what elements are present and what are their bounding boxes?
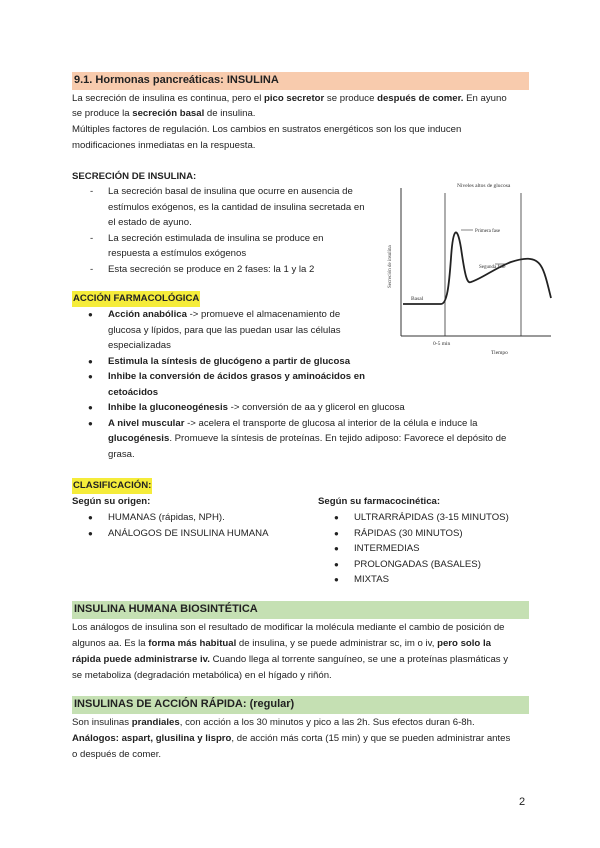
intro-text: se produce la: [72, 108, 133, 119]
rapida-line-2: [72, 731, 510, 747]
graph-basal-label: Basal: [411, 296, 424, 302]
intro-line-3: Múltiples factores de regulación. Los cambios en sustratos energéticos son los que inducen: [72, 124, 462, 135]
secrecion-list: [108, 184, 365, 277]
list-item-cont: [108, 323, 506, 339]
list-item: ● PROLONGADAS (BASALES): [354, 557, 509, 573]
para-text: , de acción más corta (15 min) y que se pueden administrar antes: [231, 733, 511, 744]
list-item-text: estímulos exógenos, es la cantidad de insulina secretada en: [108, 201, 365, 213]
accion-title: ACCIÓN FARMACOLÓGICA: [72, 291, 200, 307]
para-text: Son insulinas: [72, 717, 132, 728]
biosintetica-line-1: Los análogos de insulina son el resultado de modificar la molécula mediante el cambio de posición de: [72, 622, 505, 633]
item-bold: Estimula la síntesis de glucógeno a partir de glucosa: [108, 355, 351, 367]
accion-list: [108, 307, 506, 462]
item-bold: cetoácidos: [108, 386, 159, 398]
item-bold: Inhibe la gluconeogénesis: [108, 402, 228, 413]
list-item: ● INTERMEDIAS: [354, 541, 509, 557]
rapida-band: [72, 696, 529, 714]
list-item-cont: [108, 200, 365, 216]
biosintetica-band: [72, 601, 529, 619]
list-item: - La secreción estimulada de insulina se produce en: [108, 231, 365, 247]
clasificacion-title: CLASIFICACIÓN:: [72, 478, 152, 494]
graph-xlabel: Tiempo: [491, 350, 508, 356]
graph-ylabel: Secreción de insulina: [388, 245, 393, 288]
rapida-title: INSULINAS DE ACCIÓN RÁPIDA: (regular): [74, 698, 295, 710]
rapida-line-1: [72, 715, 475, 731]
item-text: -> conversión de aa y glicerol en glucosa: [227, 402, 405, 413]
biosintetica-line-4: se metaboliza (degradación metabólica) en el hígado y riñón.: [72, 670, 332, 681]
list-item: [108, 369, 506, 385]
farma-list: [354, 510, 509, 588]
origen-title: Según su origen:: [72, 496, 151, 507]
item-bold: Inhibe la conversión de ácidos grasos y aminoácidos en: [108, 371, 365, 382]
intro-text: se produce: [324, 93, 378, 104]
para-text: algunos aa. Es la: [72, 638, 149, 649]
intro-text: La secreción de insulina es continua, pero el: [72, 93, 264, 104]
item-bold: A nivel muscular: [108, 417, 185, 429]
page-number: 2: [519, 796, 526, 808]
para-bold: forma más habitual: [148, 638, 237, 649]
list-item-cont: [108, 215, 365, 231]
list-item: ● HUMANAS (rápidas, NPH).: [108, 510, 268, 526]
item-text: -> promueve el almacenamiento de: [186, 309, 341, 320]
intro-line-1: [72, 91, 507, 107]
list-item: ● ULTRARRÁPIDAS (3-15 MINUTOS): [354, 510, 509, 526]
item-text: grasa.: [108, 448, 135, 460]
graph-time-tick: 0-5 min: [433, 341, 451, 347]
intro-bold: pico secretor: [264, 93, 325, 104]
biosintetica-line-2: [72, 636, 491, 652]
item-text: -> acelera el transporte de glucosa al interior de la célula e induce la: [184, 417, 478, 429]
secrecion-title: SECRECIÓN DE INSULINA:: [72, 171, 197, 182]
list-item: - La secreción basal de insulina que ocurre en ausencia de: [108, 184, 365, 200]
item-text: especializadas: [108, 340, 171, 351]
list-item-cont: [108, 385, 506, 401]
list-item: [108, 354, 506, 370]
para-text: de insulina, y se puede administrar sc, im o iv,: [236, 638, 438, 649]
para-text: Cuando llega al torrente sanguíneo, se une a proteínas plasmáticas y: [209, 654, 509, 665]
item-bold: Acción anabólica: [108, 309, 187, 320]
biosintetica-line-3: [72, 652, 508, 668]
intro-text: En ayuno: [463, 93, 507, 104]
list-item-cont: [108, 338, 506, 354]
biosintetica-title: INSULINA HUMANA BIOSINTÉTICA: [74, 603, 258, 615]
list-item-text: el estado de ayuno.: [108, 217, 192, 228]
list-item-cont: [108, 447, 506, 463]
list-item-cont: [108, 431, 506, 447]
intro-text: de insulina.: [204, 108, 256, 119]
intro-bold: después de comer.: [377, 93, 464, 104]
list-item: ● MIXTAS: [354, 572, 509, 588]
origen-list: [108, 510, 268, 541]
list-item: [108, 400, 506, 416]
para-bold: rápida puede administrarse iv.: [72, 654, 210, 665]
list-item: - Esta secreción se produce en 2 fases: la 1 y la 2: [108, 262, 365, 278]
graph-title: Niveles altos de glucosa: [457, 183, 511, 189]
intro-line-4: modificaciones inmediatas en la respuesta.: [72, 140, 256, 151]
list-item: ● ANÁLOGOS DE INSULINA HUMANA: [108, 526, 268, 542]
section-title-band: [72, 72, 529, 90]
para-text: , con acción a los 30 minutos y pico a las 2h. Sus efectos duran 6-8h.: [179, 717, 475, 728]
graph-second-phase-label: Segunda fase: [479, 265, 506, 270]
intro-bold: secreción basal: [132, 108, 205, 119]
item-text: glucosa y lípidos, para que las puedan usar las células: [108, 324, 341, 336]
list-item: [108, 307, 506, 323]
para-bold: Análogos: aspart, glusilina y lispro: [72, 733, 232, 744]
list-item-cont: [108, 246, 365, 262]
item-bold: glucogénesis: [108, 433, 170, 444]
secretion-curve: [403, 232, 551, 304]
list-item: ● RÁPIDAS (30 MINUTOS): [354, 526, 509, 542]
section-title: 9.1. Hormonas pancreáticas: INSULINA: [74, 74, 279, 86]
para-bold: prandiales: [131, 717, 180, 728]
graph-first-phase-label: Primera fase: [475, 229, 501, 234]
rapida-line-3: o después de comer.: [72, 749, 162, 760]
para-bold: pero solo la: [437, 638, 491, 649]
farma-title: Según su farmacocinética:: [318, 496, 441, 507]
list-item: [108, 416, 506, 432]
list-item-text: respuesta a estímulos exógenos: [108, 248, 247, 259]
item-text: . Promueve la síntesis de proteínas. En tejido adiposo: Favorece el depósito de: [169, 433, 507, 444]
intro-line-2: [72, 106, 255, 122]
